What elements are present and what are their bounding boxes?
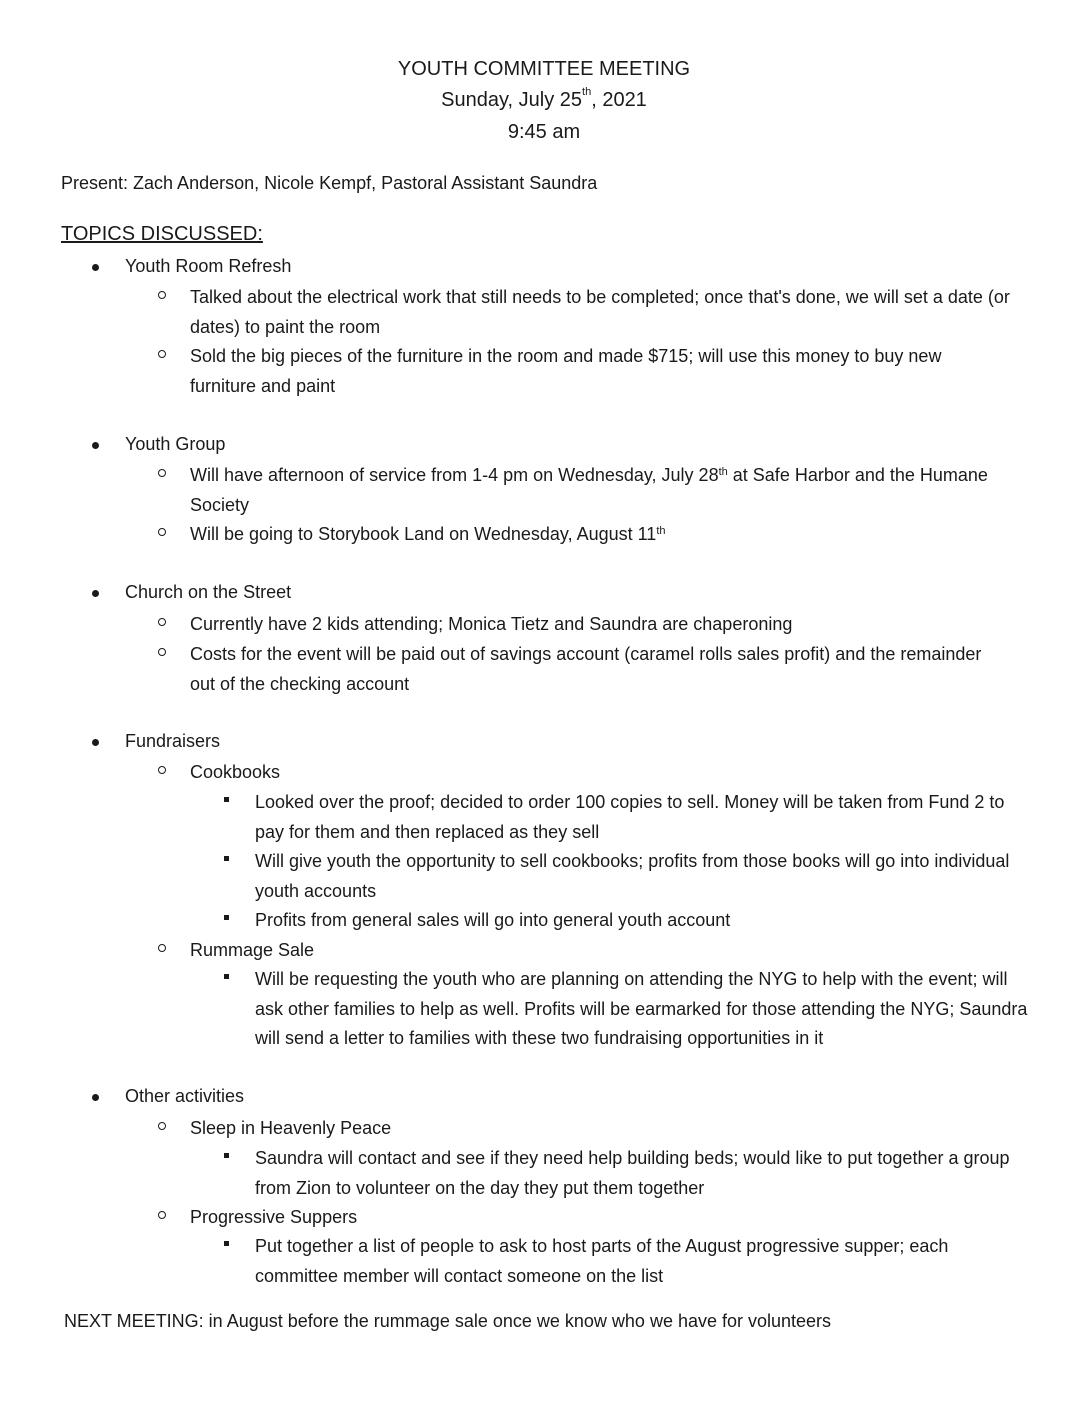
document-title: YOUTH COMMITTEE MEETING <box>397 58 691 80</box>
bullet-icon <box>92 1094 99 1101</box>
bullet-icon <box>92 590 99 597</box>
circle-bullet-icon <box>158 1122 166 1130</box>
square-bullet-icon <box>224 856 229 861</box>
circle-bullet-icon <box>158 766 166 774</box>
meeting-date: Sunday, July 25th, 2021 <box>441 86 647 111</box>
bullet-icon <box>92 264 99 271</box>
circle-bullet-icon <box>158 291 166 299</box>
circle-bullet-icon <box>158 648 166 656</box>
square-bullet-icon <box>224 797 229 802</box>
document-page: YOUTH COMMITTEE MEETING Sunday, July 25th, 2021 9:45 am Present: Zach Anderson, Nicole Kempf, Pastoral Assistant Saundra TOPICS DISCUSSED: Youth Room Refresh Talked about the electrical work that still needs to be completed; once that's done, we will set a date (or dates) to paint the room Sold the big pieces of the furniture in the room and made $715; will use this money to buy new furniture and paint Youth Group Will have afternoon of service from 1-4 pm on Wednesday, July 28th at Safe Harbor and the Humane Society Will be going to Storybook Land on Wednesday, August 11th Church on the Street Currently have 2 kids attending; Monica Tietz and Saundra are chaperoning Costs for the event will be paid out of savings account (caramel rolls sales profit) and the remainder out of the checking account Fundraisers Cookbooks Looked over the proof; decided to order 100 copies to sell. Money will be taken from Fund 2 to pay for them and then replaced as they sell Will give youth the opportunity to sell cookbooks; profits from those books will go into individual youth accounts Profits from general sales will go into general youth account Rummage Sale Will be requesting the youth who are planning on attending the NYG to help with the event; will ask other families to help as well. Profits will be earmarked for those attending the NYG; Saundra will send a letter to families with these two fundraising opportunities in it Other activities Sleep in Heavenly Peace Saundra will contact and see if they need help building beds; would like to put together a group from Zion to volunteer on the day they put them together Progressive Suppers Put together a list of people to ask to host parts of the August progressive supper; each committee member will contact someone on the list NEXT MEETING: in August before the rummage sale once we know who we have for volunteers <box>0 0 1088 1408</box>
square-bullet-icon <box>224 974 229 979</box>
meeting-time: 9:45 am <box>507 121 581 143</box>
circle-bullet-icon <box>158 1211 166 1219</box>
bullet-icon <box>92 442 99 449</box>
circle-bullet-icon <box>158 618 166 626</box>
next-meeting: NEXT MEETING: in August before the rummage sale once we know who we have for volunteers <box>64 1311 832 1331</box>
square-bullet-icon <box>224 915 229 920</box>
circle-bullet-icon <box>158 350 166 358</box>
attendees: Present: Zach Anderson, Nicole Kempf, Pastoral Assistant Saundra <box>61 173 598 193</box>
topics-heading: TOPICS DISCUSSED: <box>61 223 263 245</box>
circle-bullet-icon <box>158 944 166 952</box>
square-bullet-icon <box>224 1153 229 1158</box>
square-bullet-icon <box>224 1241 229 1246</box>
circle-bullet-icon <box>158 528 166 536</box>
bullet-icon <box>92 739 99 746</box>
circle-bullet-icon <box>158 469 166 477</box>
